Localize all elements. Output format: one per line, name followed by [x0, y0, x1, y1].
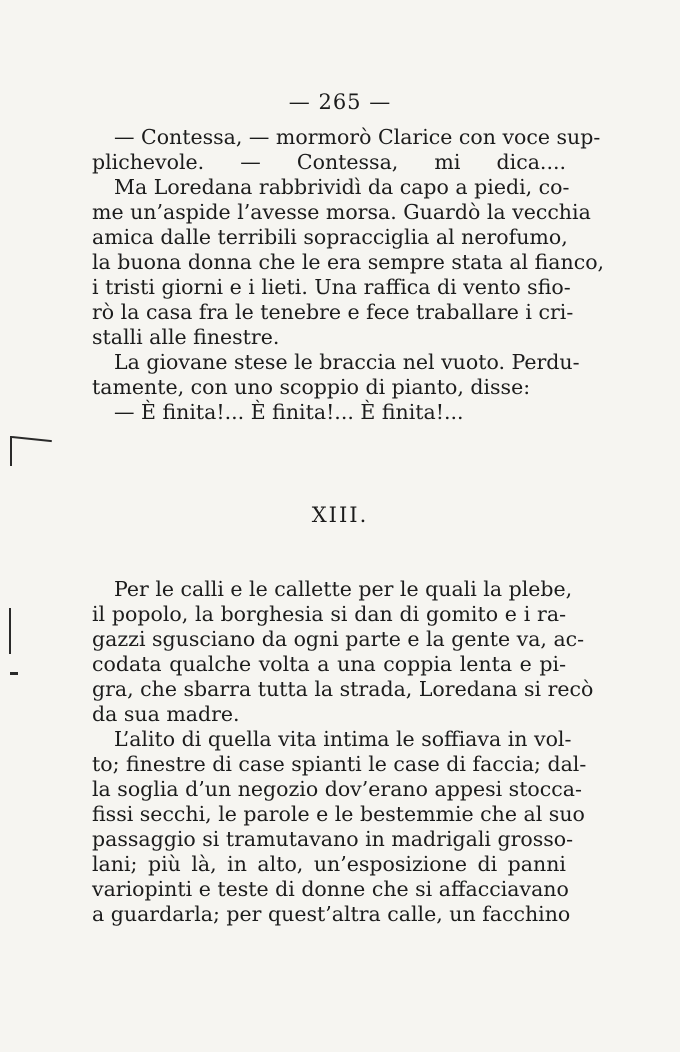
- text-line: rò la casa fra le tenebre e fece traballare i cri-: [92, 300, 574, 324]
- text-line: da sua madre.: [92, 702, 240, 726]
- text-line: La giovane stese le braccia nel vuoto. Perdu-: [114, 350, 580, 374]
- text-line: passaggio si tramutavano in madrigali grosso-: [92, 827, 574, 851]
- text-block-chapter-opening: [92, 577, 594, 927]
- text-line: tamente, con uno scoppio di pianto, disse:: [92, 375, 531, 399]
- text-line: codata qualche volta a una coppia lenta e pi-: [92, 652, 566, 676]
- text-line: variopinti e teste di donne che si affacciavano: [92, 877, 569, 901]
- text-line: Per le calli e le callette per le quali la plebe,: [114, 577, 573, 601]
- text-line: — Contessa, — mormorò Clarice con voce sup-: [114, 125, 601, 149]
- text-line: gazzi sgusciano da ogni parte e la gente va, ac-: [92, 627, 585, 651]
- text-line: la soglia d’un negozio dov’erano appesi stocca-: [92, 777, 582, 801]
- text-line: gra, che sbarra tutta la strada, Loredana si recò: [92, 677, 594, 701]
- text-line: stalli alle finestre.: [92, 325, 280, 349]
- text-line: plichevole. — Contessa, mi dica....: [92, 150, 566, 174]
- text-line: il popolo, la borghesia si dan di gomito e i ra-: [92, 602, 566, 626]
- margin-mark: [12, 436, 52, 442]
- page-number: — 265 —: [288, 90, 392, 114]
- text-line: i tristi giorni e i lieti. Una raffica di vento sfio-: [92, 275, 571, 299]
- text-line: lani; più là, in alto, un’esposizione di panni: [92, 852, 566, 876]
- text-line: L’alito di quella vita intima le soffiava in vol-: [114, 727, 572, 751]
- text-block-dialogue: [92, 125, 605, 425]
- margin-mark: [10, 672, 18, 675]
- text-line: la buona donna che le era sempre stata al fianco,: [92, 250, 605, 274]
- margin-mark: [9, 608, 11, 654]
- chapter-heading: XIII.: [311, 503, 369, 527]
- text-line: amica dalle terribili sopracciglia al nerofumo,: [92, 225, 568, 249]
- text-line: a guardarla; per quest’altra calle, un facchino: [92, 902, 571, 926]
- text-line: me un’aspide l’avesse morsa. Guardò la vecchia: [92, 200, 591, 224]
- text-line: fissi secchi, le parole e le bestemmie che al suo: [92, 802, 585, 826]
- text-line: Ma Loredana rabbrividì da capo a piedi, co-: [114, 175, 570, 199]
- margin-mark: [10, 436, 12, 466]
- text-line: — È finita!... È finita!... È finita!...: [114, 400, 464, 424]
- text-line: to; finestre di case spianti le case di faccia; dal-: [92, 752, 587, 776]
